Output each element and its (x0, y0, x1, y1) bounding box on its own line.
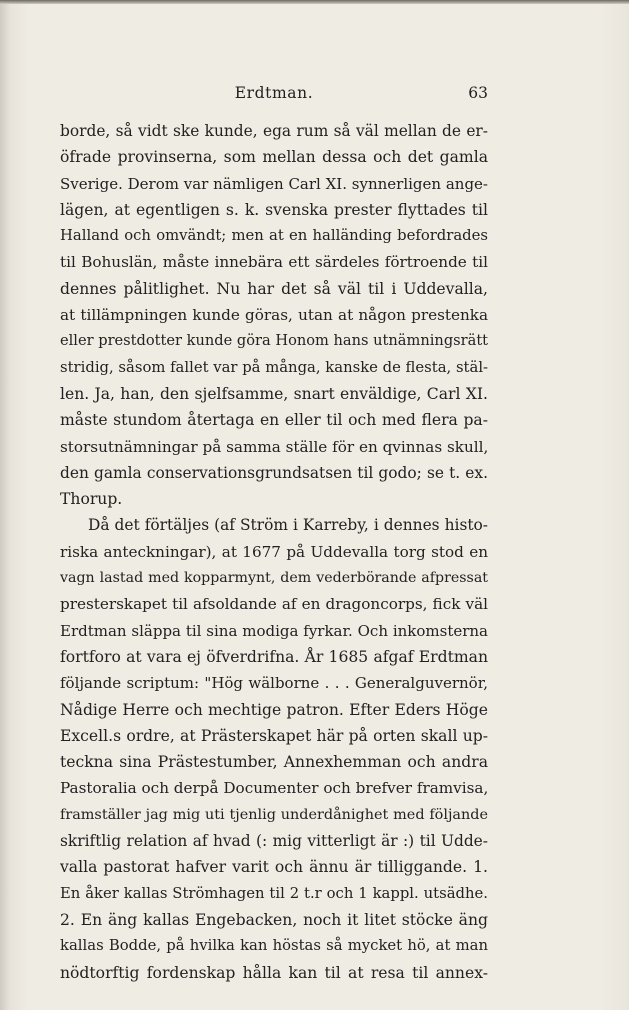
text-line: Halland och omvändt; men at en halländing befordrades (60, 227, 488, 245)
text-line: at tillämpningen kunde göras, utan at någon prestenka (60, 306, 488, 325)
text-line: storsutnämningar på samma ställe för en qvinnas skull, (60, 437, 489, 456)
text-line: En åker kallas Strömhagen til 2 t.r och 1 kappl. utsädhe. (60, 884, 488, 902)
text-line: nödtorftig fordenskap hålla kan til at resa til annex- (60, 963, 488, 982)
page-top-edge (0, 0, 629, 4)
text-line: valla pastorat hafver varit och ännu är tilliggande. 1. (60, 858, 488, 877)
text-line: len. Ja, han, den sjelfsamme, snart enväldige, Carl XI. (60, 384, 488, 403)
page-number: 63 (468, 84, 488, 102)
running-title: Erdtman. (234, 84, 314, 102)
text-line: den gamla conservationsgrundsatsen til godo; se t. ex. (60, 463, 488, 482)
text-line: måste stundom återtaga en eller til och med flera pa- (60, 411, 488, 430)
body-text (60, 118, 488, 986)
text-line: presterskapet til afsoldande af en dragoncorps, fick väl (60, 595, 488, 614)
text-line: Nådige Herre och mechtige patron. Efter Eders Höge (60, 700, 488, 719)
text-line: Sverige. Derom var nämligen Carl XI. synnerligen ange- (60, 174, 488, 193)
text-line: eller prestdotter kunde göra Honom hans utnämningsrätt (60, 332, 489, 350)
page-header (60, 84, 488, 108)
text-line: Pastoralia och derpå Documenter och brefver framvisa, (60, 779, 489, 798)
text-line: skriftlig relation af hvad (: mig vitterligt är :) til Udde- (60, 832, 488, 851)
text-line: Erdtman släppa til sina modiga fyrkar. Och inkomsterna (60, 621, 488, 640)
text-line: teckna sina Prästestumber, Annexhemman och andra (60, 753, 488, 772)
text-line: Då det förtäljes (af Ström i Karreby, i dennes histo- (88, 516, 488, 535)
text-line: dennes pålitlighet. Nu har det så väl til i Uddevalla, (60, 279, 488, 298)
text-line: fortforo at vara ej öfverdrifna. År 1685 afgaf Erdtman (60, 647, 488, 666)
text-line: framställer jag mig uti tjenlig underdånighet med följande (60, 806, 488, 823)
text-line: Thorup. (60, 490, 123, 509)
text-line: följande scriptum: "Hög wälborne . . . Generalguvernör, (60, 674, 488, 693)
text-line: riska anteckningar), at 1677 på Uddevalla torg stod en (60, 542, 488, 561)
text-line: til Bohuslän, måste innebära ett särdeles förtroende til (60, 253, 488, 272)
text-line: borde, så vidt ske kunde, ega rum så väl mellan de er- (60, 122, 488, 140)
text-line: lägen, at egentligen s. k. svenska prester flyttades til (60, 200, 488, 219)
text-line: stridig, såsom fallet var på många, kanske de flesta, stäl- (60, 358, 489, 376)
text-line: vagn lastad med kopparmynt, dem vederbörande afpressat (60, 570, 488, 587)
text-line: kallas Bodde, på hvilka kan höstas så mycket hö, at man (60, 937, 488, 955)
text-line: Excell.s ordre, at Prästerskapet här på orten skall up- (60, 726, 488, 745)
text-line: 2. En äng kallas Engebacken, noch it litet stöcke äng (60, 910, 488, 929)
text-line: öfrade provinserna, som mellan dessa och det gamla (60, 148, 488, 167)
